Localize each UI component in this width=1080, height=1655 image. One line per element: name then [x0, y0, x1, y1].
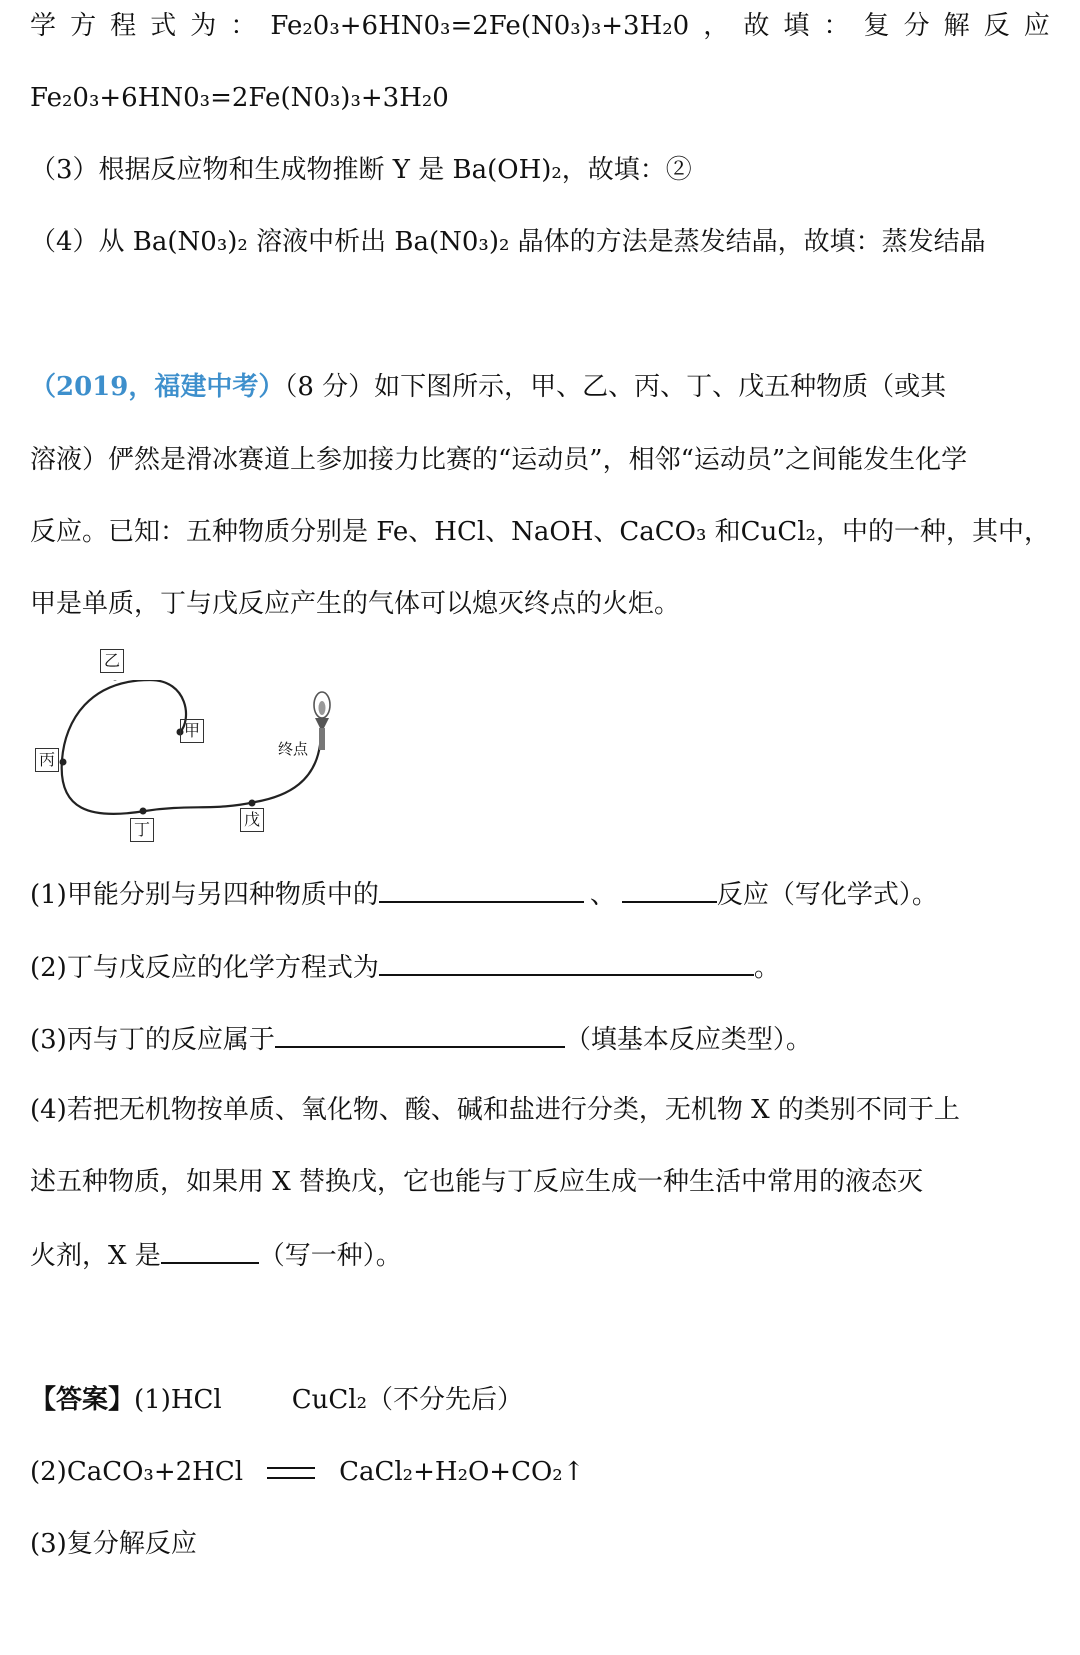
q3-text-b: （填基本反应类型）。	[564, 1025, 812, 1055]
question-text: （8 分）如下图所示，甲、乙、丙、丁、戊五种物质（或其	[284, 372, 947, 402]
word: 复	[863, 11, 890, 41]
q2-blank[interactable]	[379, 946, 754, 976]
label-bing-box	[35, 748, 59, 772]
q1-text-c: 反应（写化学式）。	[716, 880, 938, 910]
q4-text-b: （写一种）。	[258, 1241, 402, 1271]
answer-2-a: (2)CaCO₃+2HCl	[30, 1457, 244, 1487]
label-ding-box	[130, 818, 154, 842]
word: ，	[703, 11, 730, 41]
word: 分	[903, 11, 930, 41]
dot-yi	[112, 680, 119, 681]
sub-question-1	[30, 873, 1050, 915]
label-wu: 戊	[243, 810, 260, 829]
answer-2	[30, 1452, 1050, 1492]
q2-text-b: 。	[753, 953, 780, 983]
word: 式	[150, 11, 177, 41]
word: 反	[983, 11, 1010, 41]
answer-1-b: CuCl₂（不分先后）	[291, 1385, 524, 1415]
word: 故	[743, 11, 770, 41]
label-jia-box	[180, 719, 204, 743]
answer-line-3: （3）根据反应物和生成物推断 Y 是 Ba(OH)₂，故填：②	[30, 155, 692, 185]
torch-icon	[314, 692, 330, 750]
label-jia: 甲	[183, 721, 200, 740]
answer-label: 【答案】	[30, 1385, 135, 1415]
q4-text-a: 火剂，X 是	[30, 1241, 161, 1271]
label-bing: 丙	[38, 750, 55, 769]
sub-question-4-line-2: 述五种物质，如果用 X 替换戊，它也能与丁反应生成一种生活中常用的液态灭	[30, 1167, 924, 1197]
word: 方	[70, 11, 97, 41]
sub-question-3	[30, 1018, 1050, 1060]
answer-3: (3)复分解反应	[30, 1529, 197, 1559]
q1-text-a: (1)甲能分别与另四种物质中的	[30, 880, 379, 910]
word: ：	[823, 11, 850, 41]
equation: Fe₂0₃+6HN0₃=2Fe(N0₃)₃+3H₂0	[270, 11, 690, 41]
dot-ding	[140, 808, 147, 815]
answer-1-a: (1)HCl	[134, 1385, 222, 1415]
word: 应	[1023, 11, 1050, 41]
word: 为	[190, 11, 217, 41]
sub-question-4-line-1: (4)若把无机物按单质、氧化物、酸、碱和盐进行分类，无机物 X 的类别不同于上	[30, 1095, 960, 1125]
label-end: 终点	[278, 740, 309, 758]
label-ding: 丁	[133, 820, 150, 839]
q2-text-a: (2)丁与戊反应的化学方程式为	[30, 953, 379, 983]
word: 填	[783, 11, 810, 41]
question-source: （2019，福建中考）	[30, 372, 285, 402]
dot-bing	[60, 759, 67, 766]
word: 解	[943, 11, 970, 41]
q3-blank[interactable]	[275, 1018, 565, 1048]
equals-sign	[267, 1467, 315, 1479]
q4-blank[interactable]	[161, 1234, 259, 1264]
q1-blank-1[interactable]	[379, 873, 584, 903]
word: ：	[230, 11, 257, 41]
q1-blank-2[interactable]	[622, 873, 717, 903]
label-yi-box	[100, 649, 124, 673]
answer-2-b: CaCl₂+H₂O+CO₂↑	[339, 1457, 585, 1487]
q3-text-a: (3)丙与丁的反应属于	[30, 1025, 275, 1055]
relay-diagram	[30, 680, 390, 890]
question-line-1	[30, 367, 1050, 407]
question-line-4: 甲是单质，丁与戊反应产生的气体可以熄灭终点的火炬。	[30, 589, 681, 619]
q1-text-b: 、	[589, 880, 616, 910]
answer-line-4: （4）从 Ba(N0₃)₂ 溶液中析出 Ba(N0₃)₂ 晶体的方法是蒸发结晶，故填：蒸发结晶	[30, 227, 986, 257]
dot-wu	[249, 800, 256, 807]
sub-question-4-line-3	[30, 1234, 1050, 1276]
answer-line-eq-1	[30, 6, 1050, 46]
question-line-3: 反应。已知：五种物质分别是 Fe、HCl、NaOH、CaCO₃ 和CuCl₂，中的一种，其中，	[30, 517, 1050, 547]
label-yi: 乙	[103, 651, 120, 670]
question-line-2: 溶液）俨然是滑冰赛道上参加接力比赛的“运动员”，相邻“运动员”之间能发生化学	[30, 445, 968, 475]
label-wu-box	[240, 808, 264, 832]
word: 程	[110, 11, 137, 41]
answer-1	[30, 1380, 1050, 1420]
word: 学	[30, 11, 57, 41]
answer-line-eq-2: Fe₂0₃+6HN0₃=2Fe(N0₃)₃+3H₂0	[30, 83, 449, 113]
sub-question-2	[30, 946, 1050, 988]
